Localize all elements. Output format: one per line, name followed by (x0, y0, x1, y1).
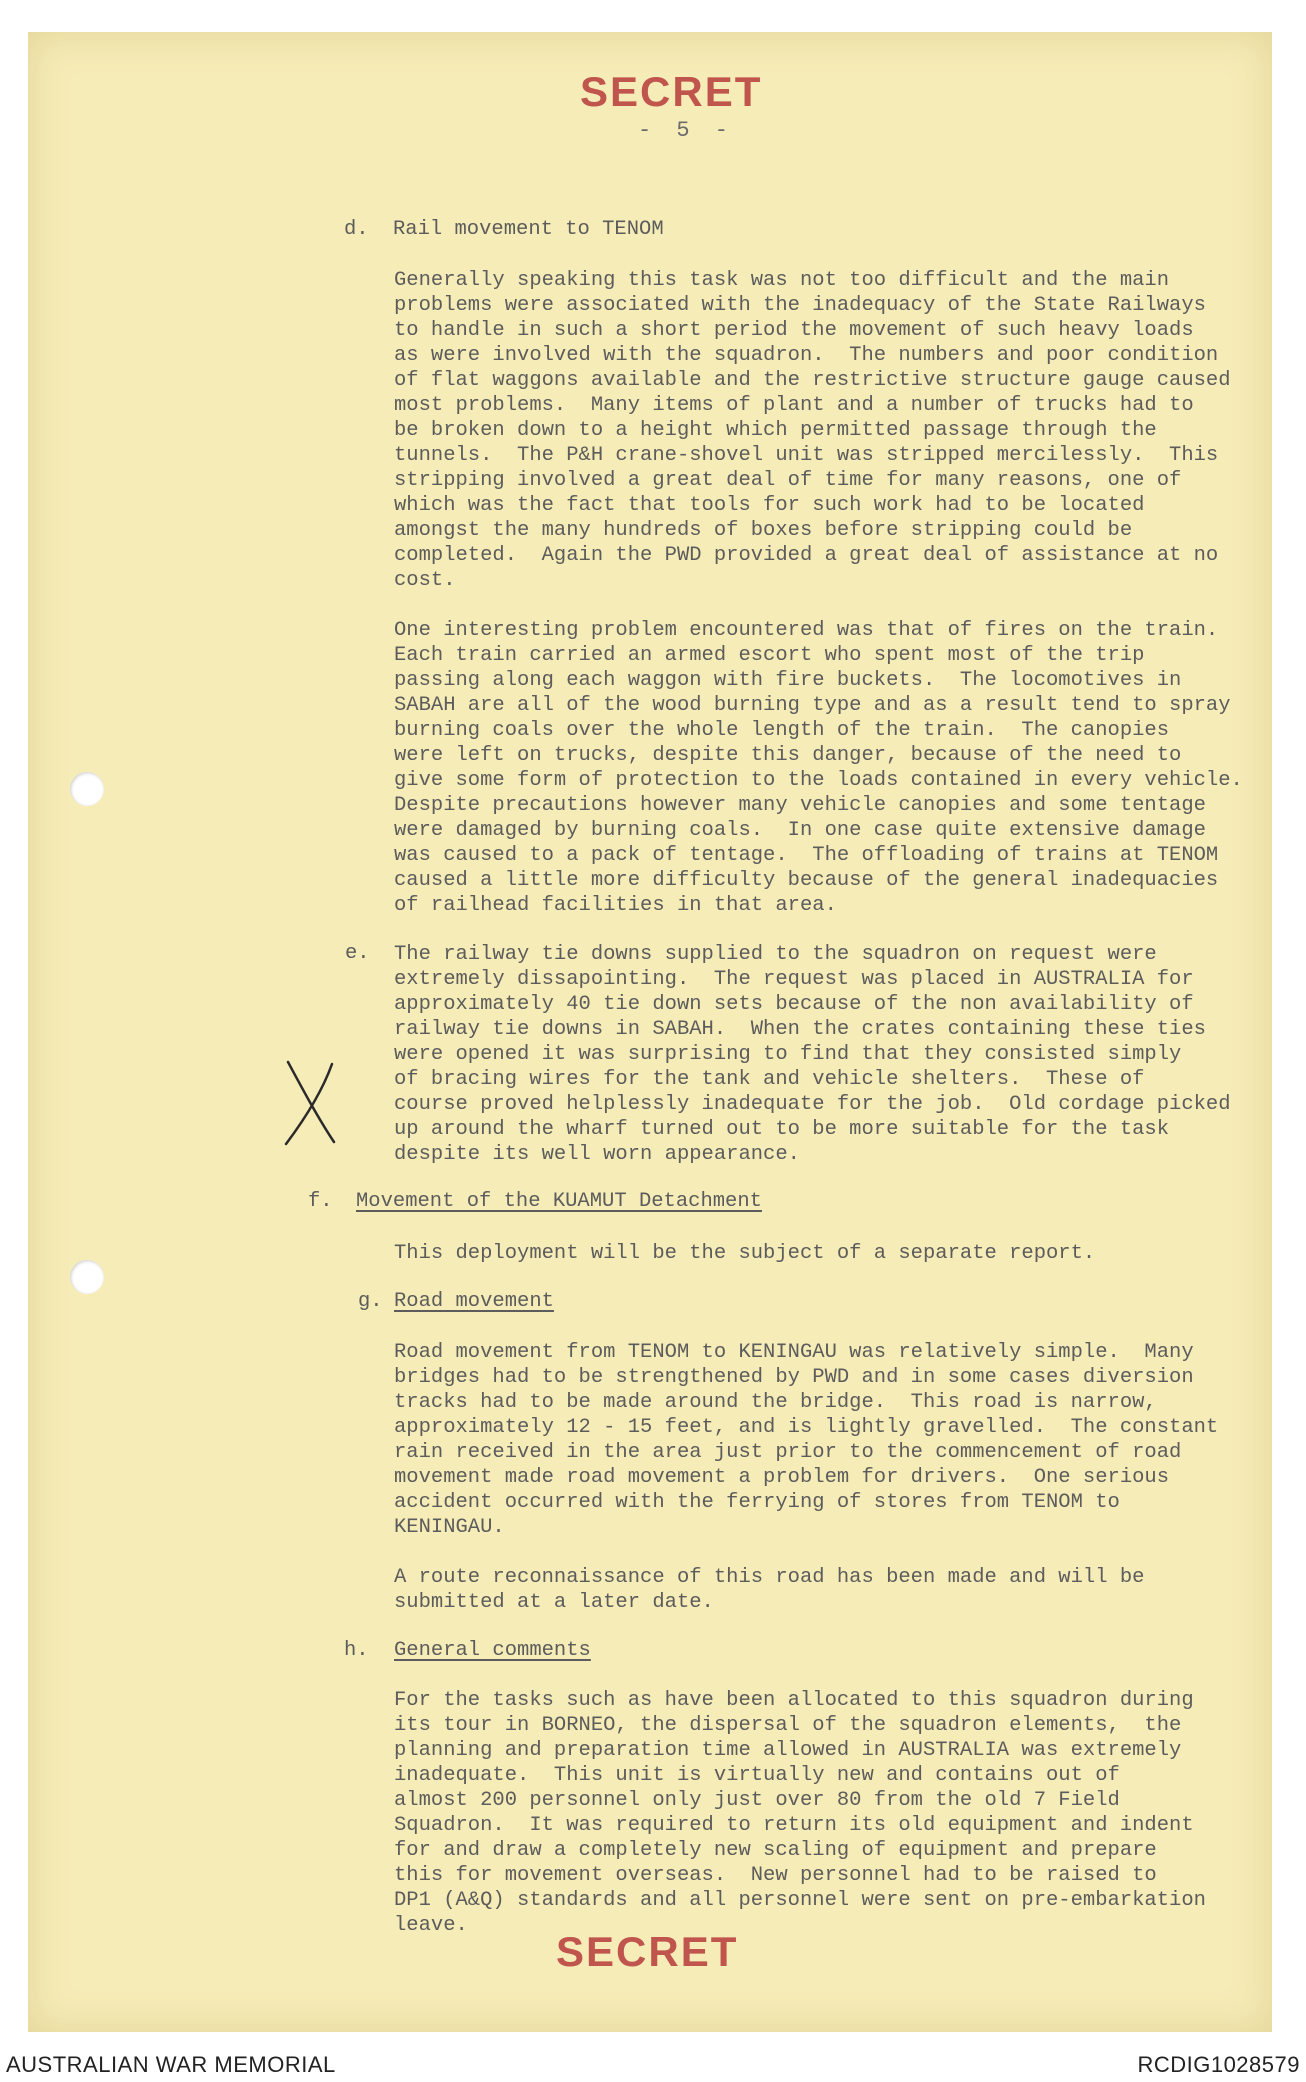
section-d-letter: d. (344, 218, 369, 241)
section-h-title: General comments (394, 1639, 591, 1662)
section-d-title: Rail movement to TENOM (393, 218, 664, 241)
page-number: - 5 - (638, 118, 735, 143)
section-g-paragraph-2: A route reconnaissance of this road has been made and will be submitted at a later date. (394, 1566, 1145, 1614)
section-f-paragraph: This deployment will be the subject of a separate report. (394, 1242, 1096, 1265)
section-f-title: Movement of the KUAMUT Detachment (356, 1190, 762, 1213)
section-e-letter: e. (345, 942, 370, 965)
handwritten-x-mark (282, 1058, 342, 1148)
section-d-paragraph-1: Generally speaking this task was not too difficult and the main problems were associated with the inadequacy of the State Railways to handle in such a short period the movement of such heavy loads as were involved with the squadron. The numbers and poor condition of flat waggons available and the restrictive structure gauge caused most problems. Many items of plant and a number of trucks had to be broken down to a height which permitted passage through the tunnels. The P&H crane-shovel unit was stripped mercilessly. This stripping involved a great deal of time for many reasons, one of which was the fact that tools for such work had to be located amongst the many hundreds of boxes before stripping could be completed. Again the PWD provided a great deal of assistance at no cost. (394, 269, 1231, 592)
secret-stamp-top: SECRET (580, 68, 763, 115)
archive-reference-id: RCDIG1028579 (1137, 2052, 1300, 2077)
punch-hole-upper (70, 772, 104, 806)
section-f-letter: f. (308, 1190, 333, 1213)
section-d-paragraph-2: One interesting problem encountered was that of fires on the train. Each train carried an armed escort who spent most of the trip passing along each waggon with fire buckets. The locomotives in SABAH are all of the wood burning type and as a result tend to spray burning coals over the whole length of the train. The canopies were left on trucks, despite this danger, because of the need to give some form of protection to the loads contained in every vehicle. Despite precautions however many vehicle canopies and some tentage were damaged by burning coals. In one case quite extensive damage was caused to a pack of tentage. The offloading of trains at TENOM caused a little more difficulty because of the general inadequacies of railhead facilities in that area. (394, 619, 1243, 917)
section-e-paragraph: The railway tie downs supplied to the squadron on request were extremely dissapointing. The request was placed in AUSTRALIA for approximately 40 tie down sets because of the non availability of railway tie downs in SABAH. When the crates containing these ties were opened it was surprising to find that they consisted simply of bracing wires for the tank and vehicle shelters. These of course proved helplessly inadequate for the job. Old cordage picked up around the wharf turned out to be more suitable for the task despite its well worn appearance. (394, 943, 1231, 1166)
punch-hole-lower (70, 1260, 104, 1294)
section-h-paragraph: For the tasks such as have been allocated to this squadron during its tour in BORNEO, the dispersal of the squadron elements, the planning and preparation time allowed in AUSTRALIA was extremely inadequate. This unit is virtually new and contains out of almost 200 personnel only just over 80 from the old 7 Field Squadron. It was required to return its old equipment and indent for and draw a completely new scaling of equipment and prepare this for movement overseas. New personnel had to be raised to DP1 (A&Q) standards and all personnel were sent on pre-embarkation leave. (394, 1689, 1206, 1937)
section-g-title: Road movement (394, 1290, 554, 1313)
section-g-paragraph-1: Road movement from TENOM to KENINGAU was relatively simple. Many bridges had to be strengthened by PWD and in some cases diversion tracks had to be made around the bridge. This road is narrow, approximately 12 - 15 feet, and is lightly gravelled. The constant rain received in the area just prior to the commencement of road movement made road movement a problem for drivers. One serious accident occurred with the ferrying of stores from TENOM to KENINGAU. (394, 1341, 1219, 1539)
section-g-letter: g. (358, 1290, 383, 1313)
section-h-letter: h. (344, 1639, 369, 1662)
archive-credit: AUSTRALIAN WAR MEMORIAL (6, 2052, 336, 2077)
secret-stamp-bottom: SECRET (556, 1928, 739, 1975)
